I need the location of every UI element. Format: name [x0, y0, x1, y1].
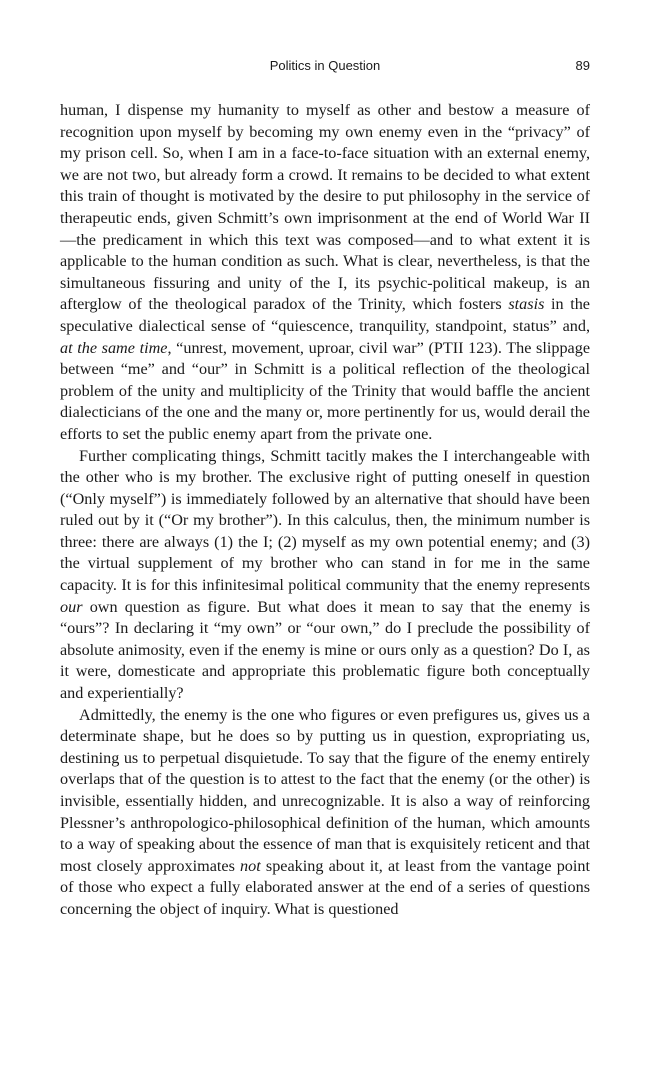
paragraph-3 [60, 705, 590, 921]
page-number: 89 [575, 58, 590, 73]
text-run: , “unrest, movement, uproar, civil war” (PTII 123). The slippage between “me” and “our” in Schmitt is a political reflection of the theological problem of the unity and multiplicity of the Trinity that would baffle the ancient dialecticians of the one and the many or, more pertinently for us, would derail the efforts to set the public enemy apart from the private one. [60, 338, 590, 443]
text-run: in the speculative dialectical sense of “quiescence, tranquility, standpoint, status” and, [60, 295, 590, 335]
paragraph-1 [60, 100, 590, 446]
text-run: own question as figure. But what does it mean to say that the enemy is “ours”? In declaring it “my own” or “our own,” do I preclude the possibility of absolute animosity, even if the enemy is mine or ours only as a question? Do I, as it were, domesticate and appropriate this problematic figure both conceptually and experientially? [60, 597, 590, 703]
text-run: Further complicating things, Schmitt tacitly makes the I interchangeable with the other who is my brother. The exclusive right of putting oneself in question (“Only myself”) is immediately followed by an alternative that should have been ruled out by it (“Or my brother”). In this calculus, then, the minimum number is three: there are always (1) the I; (2) myself as my own potential enemy; and (3) the virtual supplement of my brother who can stand in for me in the same capacity. It is for this infinitesimal political community that the enemy represents [60, 446, 590, 595]
text-run: Admittedly, the enemy is the one who figures or even prefigures us, gives us a determinate shape, but he does so by putting us in question, expropriating us, destining us to perpetual disquietude. To say that the figure of the enemy entirely overlaps that of the question is to attest to the fact that the enemy (or the other) is invisible, essentially hidden, and unrecognizable. It is also a way of reinforcing Plessner’s anthropologico-philosophical definition of the human, which amounts to a way of speaking about the essence of man that is exquisitely reticent and that most closely approximates [60, 705, 590, 875]
italic-word: not [240, 856, 261, 875]
paragraph-2 [60, 446, 590, 705]
body-text [60, 100, 590, 921]
running-head: Politics in Question [269, 58, 381, 73]
italic-word: our [60, 597, 83, 616]
text-run: speaking about it, at least from the vantage point of those who expect a fully elaborated answer at the end of a series of questions concerning the object of inquiry. What is questioned [60, 856, 590, 918]
page-header [60, 58, 590, 78]
text-run: human, I dispense my humanity to myself as other and bestow a measure of recognition upon myself by becoming my own enemy even in the “privacy” of my prison cell. So, when I am in a face-to-face situation with an external enemy, we are not two, but already form a crowd. It remains to be decided to what extent this train of thought is motivated by the desire to put philosophy in the service of therapeutic ends, given Schmitt’s own imprisonment at the end of World War II—the predicament in which this text was composed—and to what extent it is applicable to the human condition as such. What is clear, nevertheless, is that the simultaneous fissuring and unity of the I, its psychic-political makeup, is an afterglow of the theological paradox of the Trinity, which fosters [60, 101, 590, 314]
italic-term: stasis [508, 295, 545, 314]
italic-phrase: at the same time [60, 338, 168, 357]
